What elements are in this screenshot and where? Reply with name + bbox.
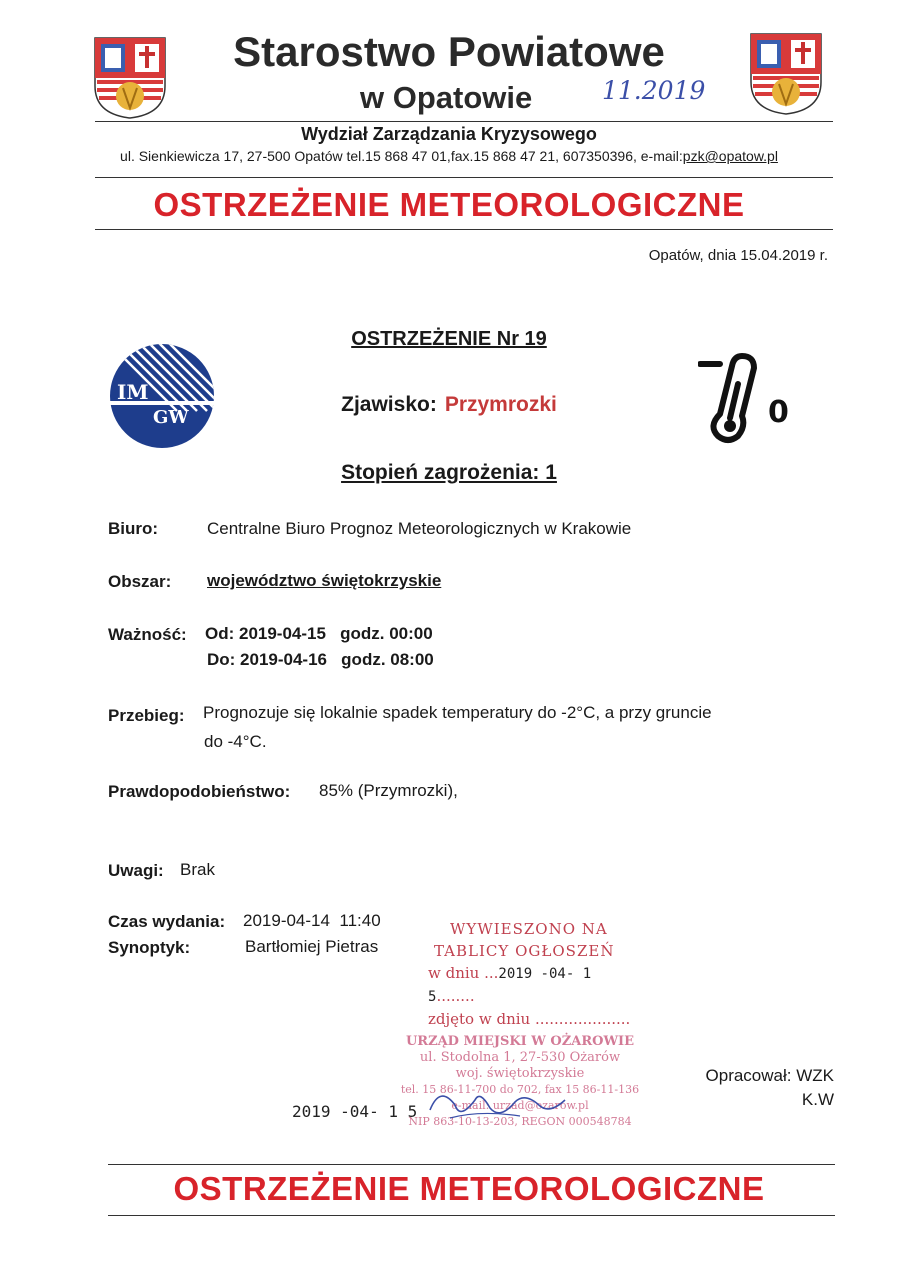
bureau-value: Centralne Biuro Prognoz Meteorologicznych w Krakowie (207, 519, 632, 538)
office-stamp-line-6: NIP 863-10-13-203, REGON 000548784 (408, 1115, 632, 1128)
posted-stamp-line-3: w dniu ...2019 -04- 1 5........ (428, 964, 592, 1005)
address-divider (95, 177, 833, 178)
validity-from: Od: 2019-04-15 godz. 00:00 (205, 624, 433, 643)
warning-number: OSTRZEŻENIE Nr 19 (351, 328, 547, 350)
validity-to: Do: 2019-04-16 godz. 08:00 (207, 650, 434, 669)
issue-time-value: 2019-04-14 11:40 (243, 911, 381, 930)
phenomenon-label: Zjawisko: (341, 393, 437, 416)
frost-icon-digit: 0 (768, 395, 789, 430)
title-divider-bottom-upper (108, 1164, 835, 1165)
posted-stamp-line-1: WYWIESZONO NA (450, 920, 608, 938)
title-divider-top (95, 229, 833, 230)
email-link[interactable]: pzk@opatow.pl (682, 148, 778, 164)
issue-time-label: Czas wydania: (108, 912, 226, 931)
synoptic-value: Bartłomiej Pietras (245, 937, 379, 956)
prepared-by (690, 1064, 834, 1112)
threat-degree: Stopień zagrożenia: 1 (341, 461, 557, 484)
prepared-by-line-1: Opracował: WZK (705, 1066, 834, 1085)
posted-date: 2019 -04- 1 5 (428, 966, 592, 1005)
department-name: Wydział Zarządzania Kryzysowego (301, 124, 597, 144)
area-label: Obszar: (108, 572, 172, 591)
warning-title-bottom: OSTRZEŻENIE METEOROLOGICZNE (173, 1170, 765, 1207)
header-subtitle: w Opatowie (360, 80, 533, 115)
remarks-label: Uwagi: (108, 861, 164, 880)
remarks-value: Brak (180, 860, 215, 879)
office-stamp-line-5: e-mail: urzad@ozarow.pl (451, 1099, 589, 1112)
posted-stamp (428, 918, 638, 1030)
posted-stamp-line-4: zdjęto w dniu .................... (428, 1010, 631, 1028)
frost-thermometer-icon (698, 350, 798, 446)
posted-stamp-line-2: TABLICY OGŁOSZEŃ (434, 942, 615, 960)
office-stamp-line-2: ul. Stodolna 1, 27-530 Ożarów (419, 1050, 621, 1065)
svg-text:GW: GW (153, 407, 189, 428)
handwritten-note: 11.2019 (602, 76, 706, 105)
contact-address (0, 148, 898, 164)
address-text: ul. Sienkiewicza 17, 27-500 Opatów tel.15 868 47 01,fax.15 868 47 21, 607350396, e-mail: (120, 148, 683, 164)
probability-value: 85% (Przymrozki), (319, 781, 458, 800)
header-divider (95, 121, 833, 122)
svg-text:IM: IM (117, 380, 149, 404)
validity-label: Ważność: (108, 625, 187, 644)
prepared-by-line-2: K.W (801, 1090, 834, 1109)
probability-label: Prawdopodobieństwo: (108, 782, 291, 801)
signature (420, 1080, 570, 1130)
course-label: Przebieg: (108, 706, 185, 725)
office-stamp-line-3: woj. świętokrzyskie (455, 1066, 585, 1081)
warning-title-top: OSTRZEŻENIE METEOROLOGICZNE (153, 186, 745, 223)
course-line-2: do -4°C. (204, 732, 267, 751)
bureau-label: Biuro: (108, 519, 159, 538)
date-stamp: 2019 -04- 1 5 (292, 1102, 418, 1121)
title-divider-bottom-lower (108, 1215, 835, 1216)
course-line-1: Prognozuje się lokalnie spadek temperatury do -2°C, a przy gruncie (203, 703, 712, 722)
document-date: Opatów, dnia 15.04.2019 r. (648, 247, 828, 264)
office-stamp-line-4: tel. 15 86-11-700 do 702, fax 15 86-11-136 (400, 1083, 640, 1096)
office-stamp-line-1: URZĄD MIEJSKI W OŻAROWIE (405, 1034, 635, 1049)
area-value: województwo świętokrzyskie (207, 571, 442, 590)
phenomenon-value: Przymrozki (444, 393, 557, 416)
header-title: Starostwo Powiatowe (233, 28, 665, 75)
synoptic-label: Synoptyk: (108, 938, 191, 957)
